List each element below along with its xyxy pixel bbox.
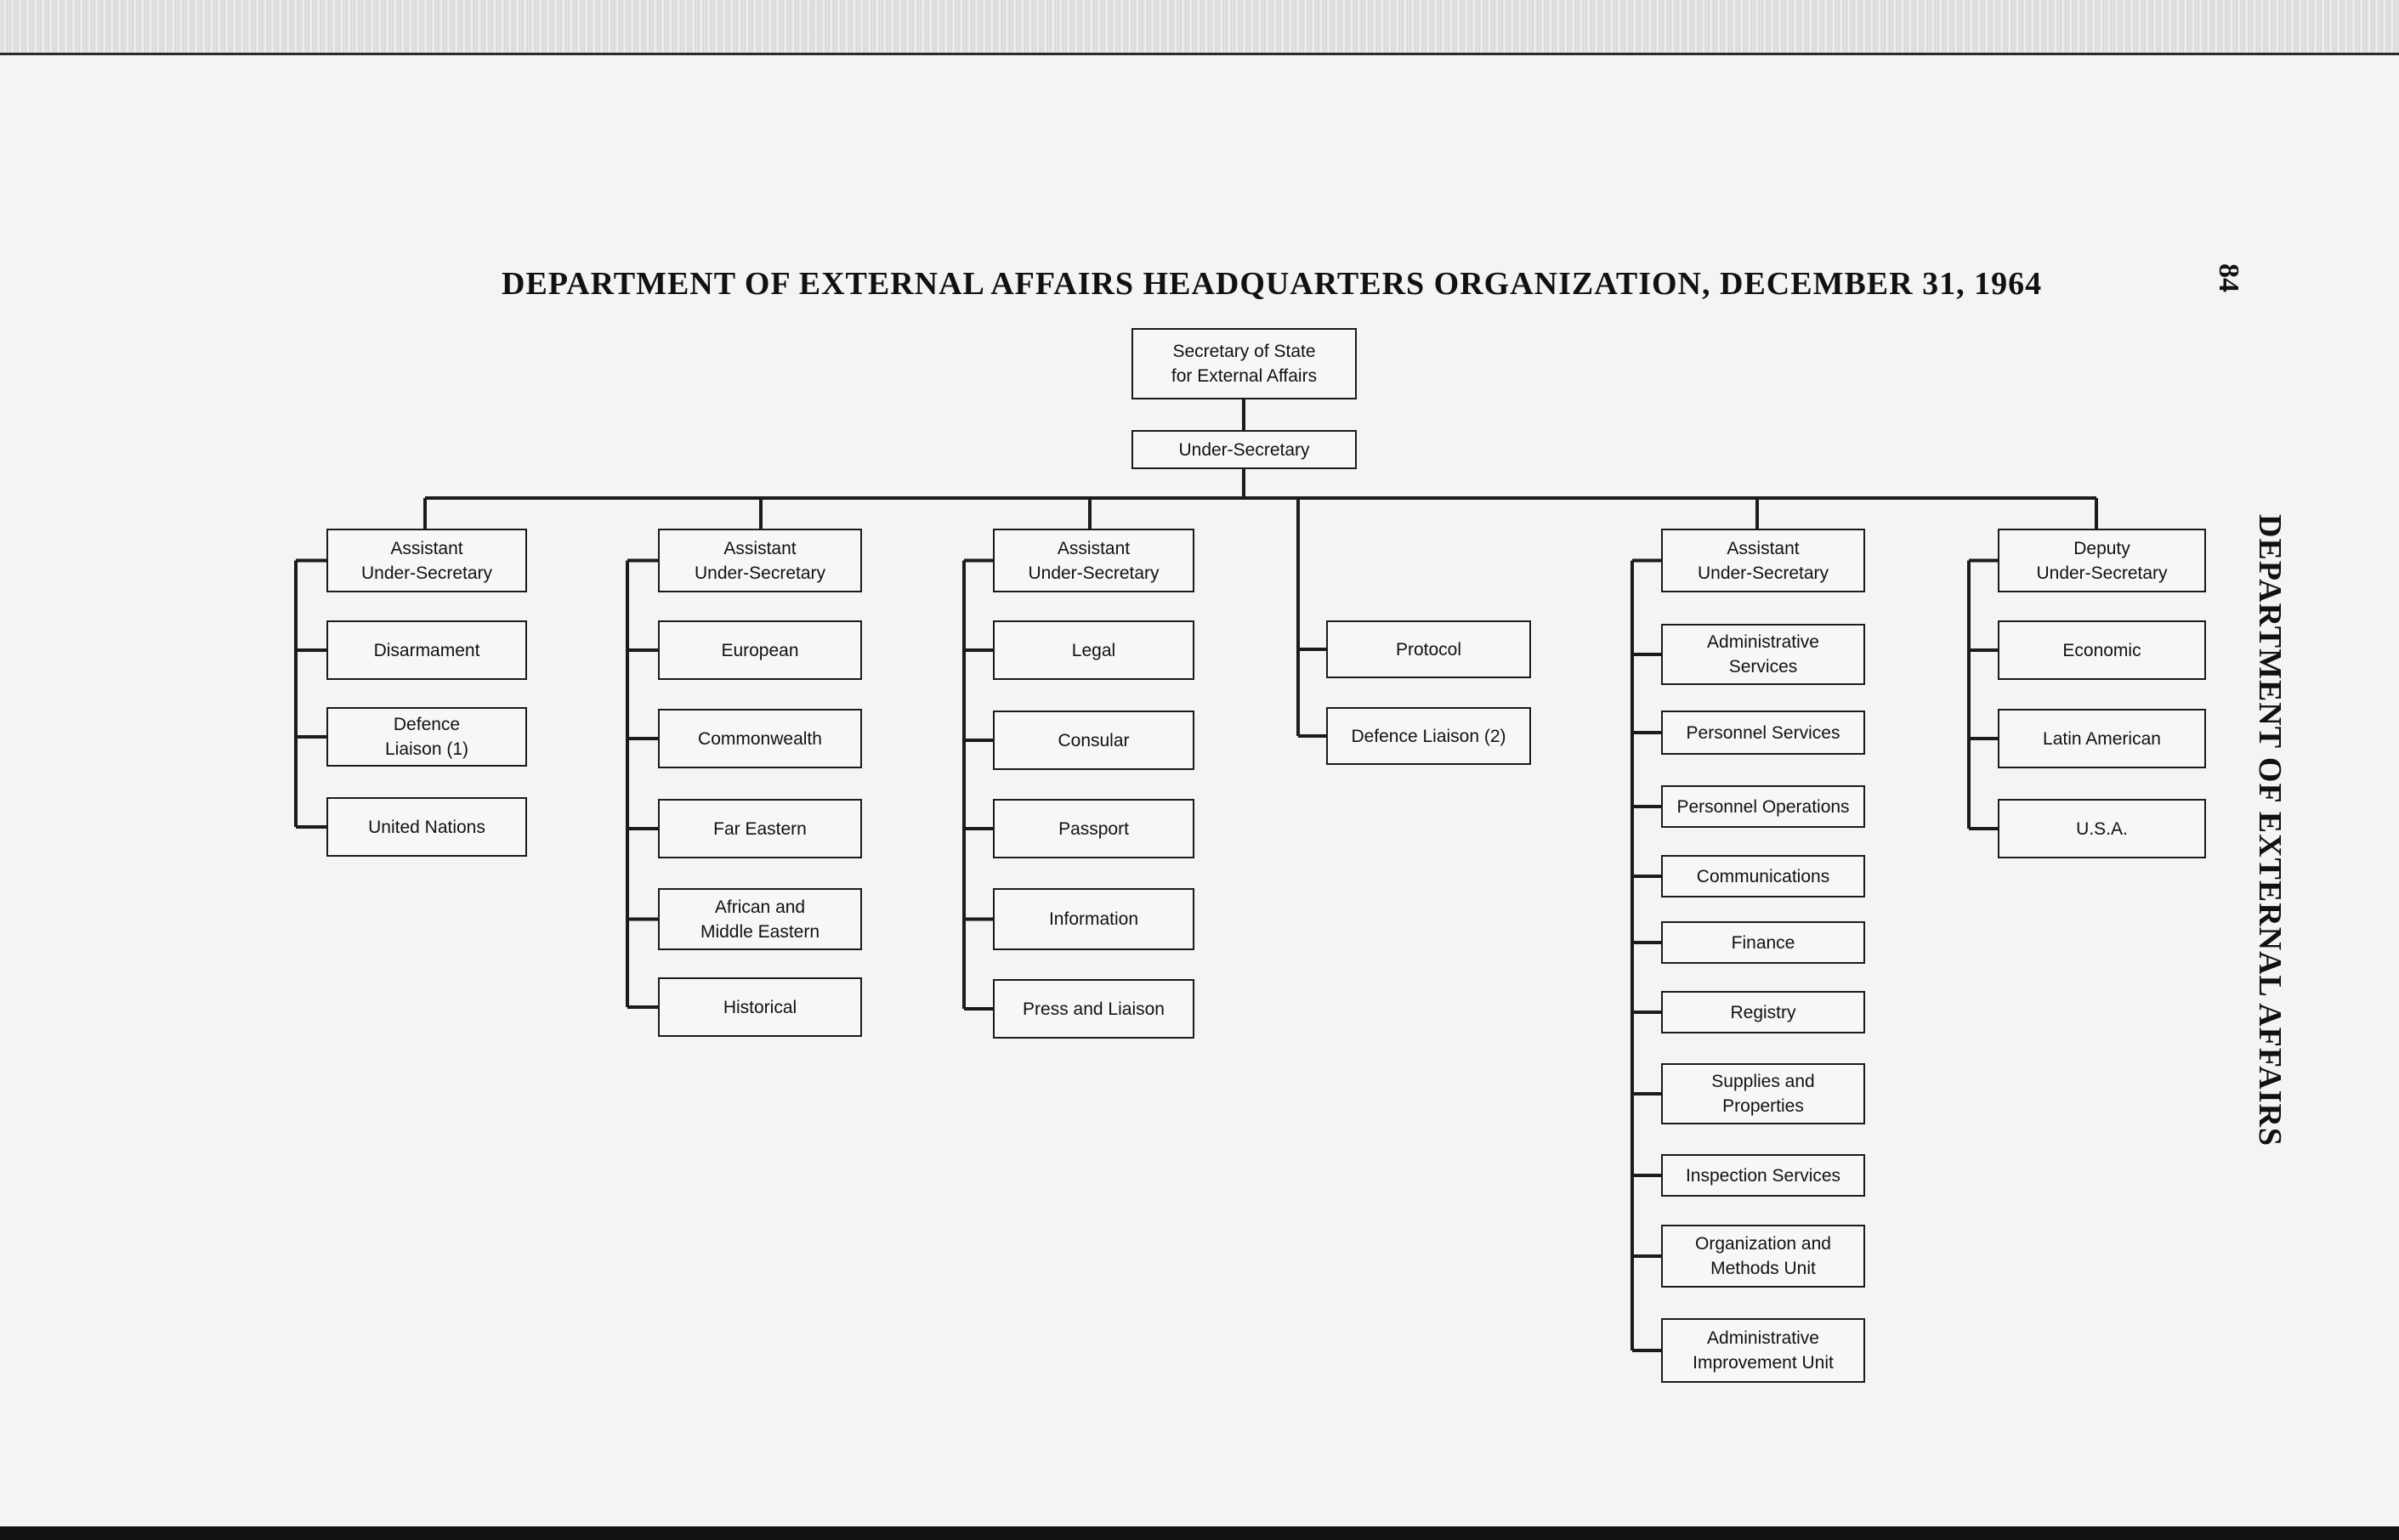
label-line: for External Affairs [1171, 366, 1318, 386]
label-line: Personnel Operations [1676, 796, 1850, 817]
unit-box-administrative-improvement-unit-text [1693, 1326, 1834, 1375]
unit-box-african-and-middle-eastern [658, 888, 862, 950]
label-line: Information [1048, 909, 1139, 929]
under-secretary-box-text [1178, 438, 1309, 462]
label-line: Under-Secretary [694, 563, 826, 583]
label-line: Economic [2062, 640, 2141, 660]
label-line: Inspection Services [1685, 1165, 1841, 1186]
label-line: Properties [1722, 1096, 1804, 1116]
unit-box-registry [1661, 991, 1865, 1033]
unit-box-personnel-services [1661, 711, 1865, 755]
unit-box-supplies-and-properties-text [1711, 1069, 1814, 1118]
unit-box-defence-liaison-2 [1326, 707, 1531, 765]
label-line: Liaison (1) [384, 739, 469, 759]
division-5-head-deputy-under-secretary-text [2036, 536, 2167, 586]
unit-box-organization-and-methods-unit [1661, 1225, 1865, 1288]
label-line: Under-Secretary [1697, 563, 1829, 583]
division-4-head-assistant-under-secretary-text [1698, 536, 1829, 586]
division-0-head-assistant-under-secretary-text [361, 536, 492, 586]
label-line: Legal [1071, 640, 1116, 660]
unit-box-inspection-services [1661, 1154, 1865, 1197]
unit-box-passport [993, 799, 1194, 858]
unit-box-historical-text [723, 995, 797, 1020]
label-line: Methods Unit [1710, 1259, 1816, 1278]
unit-box-economic [1998, 620, 2206, 680]
secretary-of-state-box-text [1171, 339, 1317, 388]
unit-box-legal [993, 620, 1194, 680]
label-line: Registry [1730, 1002, 1796, 1022]
unit-box-far-eastern-text [713, 817, 807, 841]
unit-box-african-and-middle-eastern-text [700, 895, 820, 944]
scan-bottom-edge [0, 1526, 2399, 1540]
division-2-head-assistant-under-secretary-text [1028, 536, 1159, 586]
label-line: Defence Liaison (2) [1351, 726, 1506, 746]
unit-box-protocol [1326, 620, 1531, 678]
under-secretary-box [1131, 430, 1357, 469]
label-line: European [721, 640, 799, 660]
unit-box-economic-text [2062, 638, 2141, 663]
label-line: Latin American [2043, 728, 2161, 749]
unit-box-consular-text [1058, 728, 1129, 753]
label-line: Press and Liaison [1023, 999, 1165, 1019]
unit-box-information [993, 888, 1194, 950]
label-line: Services [1728, 657, 1798, 677]
unit-box-information-text [1049, 907, 1138, 931]
unit-box-organization-and-methods-unit-text [1695, 1231, 1831, 1281]
label-line: Under-Secretary [2036, 563, 2168, 583]
unit-box-personnel-services-text [1687, 721, 1840, 745]
label-line: United Nations [368, 817, 485, 837]
label-line: Deputy [2073, 538, 2130, 558]
unit-box-press-and-liaison [993, 979, 1194, 1039]
division-1-head-assistant-under-secretary-text [695, 536, 825, 586]
unit-box-historical [658, 977, 862, 1037]
label-line: Assistant [1057, 538, 1131, 558]
unit-box-personnel-operations-text [1676, 795, 1849, 819]
division-5-head-deputy-under-secretary [1998, 529, 2206, 592]
unit-box-latin-american-text [2043, 727, 2161, 751]
unit-box-legal-text [1072, 638, 1115, 663]
unit-box-latin-american [1998, 709, 2206, 768]
unit-box-protocol-text [1396, 637, 1461, 662]
label-line: African and [714, 897, 806, 917]
label-line: Personnel Services [1686, 722, 1840, 743]
label-line: Under-Secretary [360, 563, 493, 583]
unit-box-u-s-a-text [2076, 817, 2128, 841]
unit-box-communications-text [1697, 864, 1829, 889]
label-line: Finance [1731, 932, 1795, 953]
label-line: Passport [1058, 818, 1129, 839]
label-line: Defence [393, 715, 461, 734]
label-line: Assistant [390, 538, 463, 558]
label-line: Administrative [1707, 632, 1819, 652]
label-line: Protocol [1395, 639, 1462, 660]
secretary-of-state-box [1131, 328, 1357, 399]
label-line: Under-Secretary [1178, 439, 1310, 460]
unit-box-u-s-a [1998, 799, 2206, 858]
unit-box-defence-liaison-2-text [1351, 724, 1506, 749]
label-line: U.S.A. [2076, 818, 2128, 839]
label-line: Consular [1058, 730, 1130, 750]
label-line: Disarmament [373, 640, 480, 660]
unit-box-defence-liaison-1-text [385, 712, 468, 762]
unit-box-finance [1661, 921, 1865, 964]
unit-box-commonwealth-text [698, 727, 822, 751]
unit-box-passport-text [1058, 817, 1129, 841]
label-line: Supplies and [1711, 1072, 1815, 1091]
label-line: Far Eastern [713, 818, 807, 839]
unit-box-administrative-improvement-unit [1661, 1318, 1865, 1383]
label-line: Middle Eastern [700, 921, 820, 942]
division-0-head-assistant-under-secretary [326, 529, 527, 592]
unit-box-consular [993, 711, 1194, 770]
unit-box-disarmament [326, 620, 527, 680]
label-line: Assistant [723, 538, 797, 558]
unit-box-european [658, 620, 862, 680]
unit-box-far-eastern [658, 799, 862, 858]
label-line: Communications [1696, 866, 1830, 886]
unit-box-defence-liaison-1 [326, 707, 527, 767]
label-line: Organization and [1695, 1234, 1831, 1254]
unit-box-administrative-services-text [1707, 630, 1819, 679]
unit-box-disarmament-text [374, 638, 480, 663]
label-line: Under-Secretary [1028, 563, 1160, 583]
division-4-head-assistant-under-secretary [1661, 529, 1865, 592]
unit-box-inspection-services-text [1686, 1163, 1840, 1188]
unit-box-administrative-services [1661, 624, 1865, 685]
unit-box-communications [1661, 855, 1865, 897]
label-line: Historical [723, 997, 797, 1017]
side-running-title: DEPARTMENT OF EXTERNAL AFFAIRS [2252, 514, 2288, 1147]
unit-box-press-and-liaison-text [1023, 997, 1165, 1022]
unit-box-united-nations [326, 797, 527, 857]
unit-box-commonwealth [658, 709, 862, 768]
unit-box-registry-text [1730, 1000, 1795, 1025]
unit-box-supplies-and-properties [1661, 1063, 1865, 1124]
label-line: Assistant [1727, 538, 1800, 558]
unit-box-european-text [721, 638, 798, 663]
division-1-head-assistant-under-secretary [658, 529, 862, 592]
label-line: Secretary of State [1172, 342, 1316, 361]
label-line: Commonwealth [698, 728, 822, 749]
unit-box-finance-text [1732, 931, 1795, 955]
page-title: DEPARTMENT OF EXTERNAL AFFAIRS HEADQUARTERS ORGANIZATION, DECEMBER 31, 1964 [502, 266, 2043, 302]
unit-box-personnel-operations [1661, 785, 1865, 828]
label-line: Administrative [1707, 1328, 1819, 1348]
page-number: 84 [2213, 263, 2244, 292]
unit-box-united-nations-text [368, 815, 485, 840]
division-2-head-assistant-under-secretary [993, 529, 1194, 592]
label-line: Improvement Unit [1693, 1353, 1834, 1373]
